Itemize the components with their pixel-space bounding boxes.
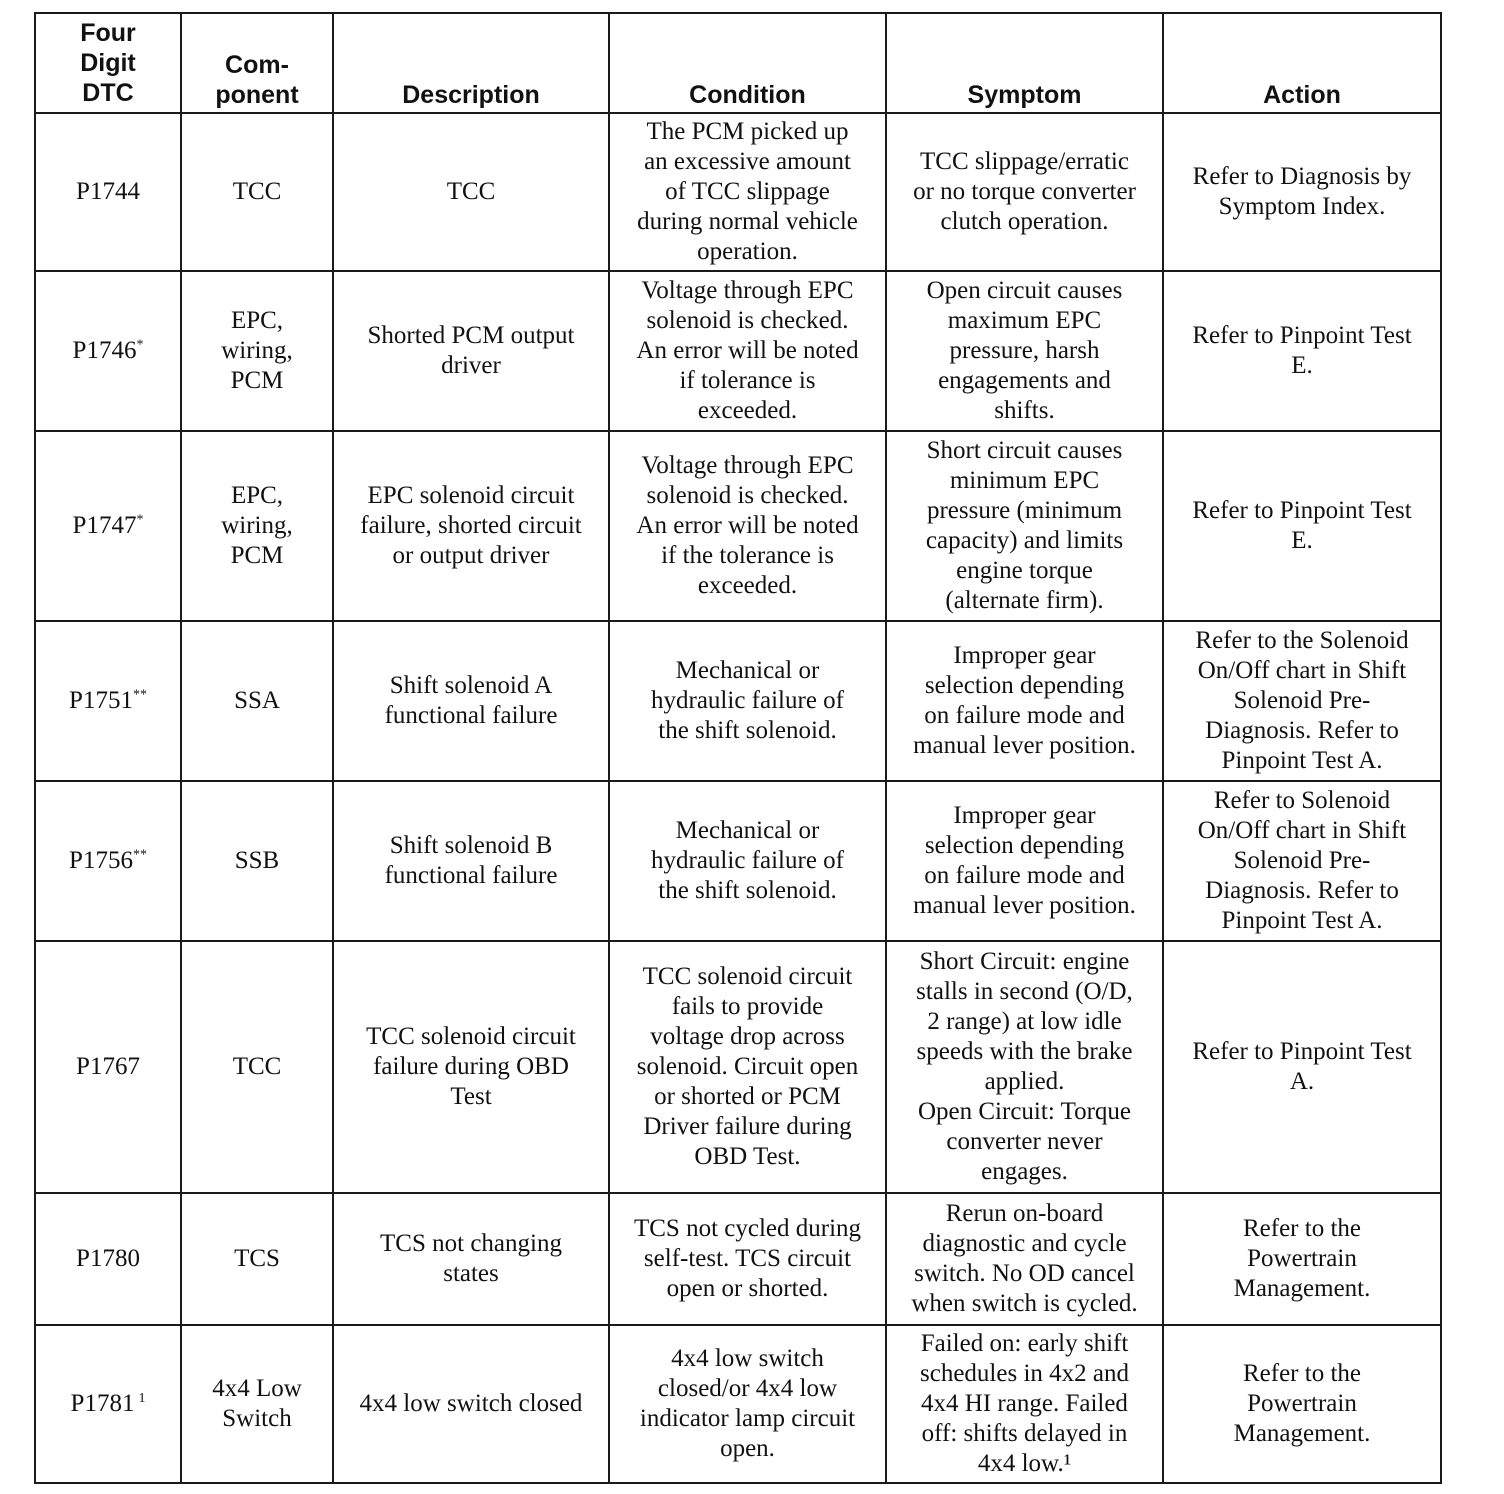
header-row [35, 13, 1441, 113]
component-line: SSA [234, 687, 280, 714]
condition-line: Mechanical or [675, 657, 820, 684]
header-dtc [35, 13, 181, 113]
description-cell [333, 941, 609, 1193]
action-cell [1163, 271, 1441, 431]
action-line: Refer to Pinpoint Test [1192, 322, 1412, 349]
condition-line: solenoid. Circuit open [636, 1053, 859, 1080]
description-cell [333, 113, 609, 271]
symptom-line: Improper gear [953, 802, 1096, 829]
condition-line: exceeded. [697, 572, 798, 599]
dtc-code-cell [35, 431, 181, 621]
condition-line: Voltage through EPC [641, 277, 854, 304]
action-cell [1163, 781, 1441, 941]
action-line: E. [1291, 527, 1313, 554]
dtc-code: P1767 [76, 1053, 140, 1080]
table-row [35, 941, 1441, 1193]
dtc-code: P1756 [69, 847, 133, 874]
symptom-line: engagements and [938, 367, 1111, 394]
condition-cell [609, 621, 886, 781]
dtc-code-cell [35, 941, 181, 1193]
action-line: Solenoid Pre- [1233, 847, 1371, 874]
action-line: Refer to the [1242, 1360, 1361, 1387]
table-row [35, 1193, 1441, 1325]
dtc-table [34, 12, 1442, 1484]
condition-cell [609, 431, 886, 621]
description-line: Test [450, 1083, 492, 1110]
dtc-code: P1781 [70, 1390, 135, 1417]
symptom-line: manual lever position. [913, 732, 1136, 759]
symptom-line: Short circuit causes [926, 437, 1123, 464]
symptom-line: capacity) and limits [925, 527, 1124, 554]
condition-line: the shift solenoid. [658, 717, 837, 744]
description-line: failure during OBD [373, 1053, 569, 1080]
component-line: 4x4 Low [212, 1375, 302, 1402]
action-line: Pinpoint Test A. [1221, 907, 1383, 934]
action-line: Solenoid Pre- [1233, 687, 1371, 714]
component-line: EPC, [230, 482, 284, 509]
symptom-line: schedules in 4x2 and [920, 1360, 1129, 1387]
condition-line: during normal vehicle [637, 208, 858, 235]
action-line: E. [1291, 352, 1313, 379]
symptom-line: 4x4 low.¹ [977, 1450, 1072, 1477]
component-cell [181, 271, 333, 431]
component-line: TCC [232, 178, 282, 205]
table-row [35, 113, 1441, 271]
symptom-cell [886, 271, 1163, 431]
action-line: Diagnosis. Refer to [1205, 717, 1399, 744]
table-row [35, 431, 1441, 621]
symptom-line: engine torque [956, 557, 1093, 584]
symptom-cell [886, 431, 1163, 621]
dtc-footnote-mark: ** [132, 847, 147, 863]
component-line: TCS [234, 1245, 280, 1272]
header-action: Action [1163, 13, 1441, 113]
condition-line: indicator lamp circuit [639, 1405, 856, 1432]
symptom-line: Failed on: early shift [920, 1330, 1129, 1357]
description-cell [333, 621, 609, 781]
symptom-line: Short Circuit: engine [919, 948, 1130, 975]
condition-line: solenoid is checked. [646, 307, 849, 334]
description-line: states [443, 1260, 499, 1287]
description-line: failure, shorted circuit [360, 512, 582, 539]
dtc-code: P1744 [76, 178, 140, 205]
table-body [35, 113, 1441, 1483]
symptom-line: on failure mode and [924, 702, 1125, 729]
action-cell [1163, 113, 1441, 271]
dtc-footnote-mark: * [136, 337, 144, 353]
action-line: On/Off chart in Shift [1197, 657, 1407, 684]
dtc-code-cell [35, 621, 181, 781]
description-line: TCS not changing [380, 1230, 562, 1257]
description-cell [333, 431, 609, 621]
symptom-line: pressure (minimum [926, 497, 1123, 524]
action-line: Powertrain [1247, 1390, 1357, 1417]
component-line: PCM [230, 542, 284, 569]
action-line: Symptom Index. [1218, 193, 1386, 220]
action-line: On/Off chart in Shift [1197, 817, 1407, 844]
component-line: SSB [234, 847, 280, 874]
symptom-cell [886, 113, 1163, 271]
symptom-cell [886, 941, 1163, 1193]
dtc-code: P1751 [69, 687, 133, 714]
component-line: Switch [222, 1405, 292, 1432]
condition-line: exceeded. [697, 397, 798, 424]
condition-line: TCC solenoid circuit [642, 963, 853, 990]
table-row [35, 271, 1441, 431]
condition-line: OBD Test. [694, 1143, 801, 1170]
component-cell [181, 1325, 333, 1483]
table-row [35, 1325, 1441, 1483]
component-line: wiring, [221, 337, 293, 364]
dtc-code-cell [35, 271, 181, 431]
symptom-line: minimum EPC [949, 467, 1100, 494]
description-line: TCC solenoid circuit [366, 1023, 576, 1050]
condition-line: operation. [697, 238, 798, 265]
action-cell [1163, 1325, 1441, 1483]
symptom-line: (alternate firm). [945, 587, 1104, 614]
dtc-code: P1747 [72, 512, 137, 539]
symptom-cell [886, 1325, 1163, 1483]
action-line: Diagnosis. Refer to [1205, 877, 1399, 904]
symptom-line: Open Circuit: Torque [917, 1098, 1132, 1125]
action-line: Powertrain [1247, 1245, 1357, 1272]
symptom-line: Improper gear [953, 642, 1096, 669]
description-cell [333, 1325, 609, 1483]
condition-cell [609, 941, 886, 1193]
action-line: Refer to Diagnosis by [1192, 163, 1412, 190]
description-line: functional failure [384, 702, 558, 729]
dtc-footnote-mark: ** [132, 687, 147, 703]
condition-line: the shift solenoid. [658, 877, 837, 904]
dtc-code-cell [35, 113, 181, 271]
description-line: or output driver [392, 542, 550, 569]
dtc-code: P1780 [76, 1245, 140, 1272]
condition-line: solenoid is checked. [646, 482, 849, 509]
symptom-line: diagnostic and cycle [922, 1230, 1127, 1257]
condition-line: An error will be noted [636, 512, 859, 539]
action-cell [1163, 1193, 1441, 1325]
symptom-line: maximum EPC [947, 307, 1102, 334]
condition-line: Mechanical or [675, 817, 820, 844]
symptom-cell [886, 781, 1163, 941]
component-cell [181, 1193, 333, 1325]
condition-line: TCS not cycled during [633, 1215, 862, 1242]
description-line: TCC [446, 178, 496, 205]
symptom-line: clutch operation. [940, 208, 1109, 235]
condition-line: if tolerance is [679, 367, 816, 394]
action-line: Refer to the Solenoid [1195, 627, 1409, 654]
symptom-line: selection depending [924, 832, 1125, 859]
symptom-line: Open circuit causes [926, 277, 1123, 304]
condition-line: The PCM picked up [646, 118, 849, 145]
condition-line: open. [720, 1435, 775, 1462]
header-component-line: Com- [225, 51, 289, 79]
dtc-code: P1746 [72, 337, 137, 364]
action-line: Management. [1233, 1420, 1371, 1447]
condition-line: Driver failure during [643, 1113, 852, 1140]
condition-line: closed/or 4x4 low [657, 1375, 838, 1402]
description-cell [333, 271, 609, 431]
description-line: functional failure [384, 862, 558, 889]
component-cell [181, 781, 333, 941]
component-cell [181, 431, 333, 621]
dtc-code-cell [35, 781, 181, 941]
component-cell [181, 941, 333, 1193]
component-line: wiring, [221, 512, 293, 539]
header-dtc-line: Four [80, 19, 136, 47]
description-line: Shift solenoid A [389, 672, 553, 699]
condition-line: open or shorted. [666, 1275, 829, 1302]
condition-line: Voltage through EPC [641, 452, 854, 479]
condition-line: hydraulic failure of [651, 847, 844, 874]
condition-cell [609, 1193, 886, 1325]
header-dtc-line: DTC [82, 79, 134, 107]
symptom-line: pressure, harsh [949, 337, 1100, 364]
dtc-code-cell [35, 1325, 181, 1483]
symptom-line: 4x4 HI range. Failed [921, 1390, 1128, 1417]
action-cell [1163, 431, 1441, 621]
description-line: driver [441, 352, 501, 379]
header-component-line: ponent [215, 81, 299, 109]
condition-line: voltage drop across [650, 1023, 845, 1050]
symptom-line: off: shifts delayed in [921, 1420, 1128, 1447]
table-row [35, 621, 1441, 781]
symptom-line: converter never [946, 1128, 1103, 1155]
condition-cell [609, 781, 886, 941]
symptom-line: manual lever position. [913, 892, 1136, 919]
description-line: EPC solenoid circuit [367, 482, 575, 509]
component-cell [181, 621, 333, 781]
condition-line: or shorted or PCM [654, 1083, 841, 1110]
symptom-cell [886, 621, 1163, 781]
description-cell [333, 781, 609, 941]
description-line: Shorted PCM output [367, 322, 575, 349]
symptom-line: switch. No OD cancel [914, 1260, 1135, 1287]
condition-line: an excessive amount [644, 148, 851, 175]
condition-line: fails to provide [671, 993, 824, 1020]
header-description: Description [333, 13, 609, 113]
condition-cell [609, 1325, 886, 1483]
action-line: Refer to Pinpoint Test [1192, 497, 1412, 524]
condition-cell [609, 271, 886, 431]
symptom-line: on failure mode and [924, 862, 1125, 889]
symptom-line: stalls in second (O/D, [916, 978, 1133, 1005]
header-component [181, 13, 333, 113]
action-line: Management. [1233, 1275, 1371, 1302]
symptom-line: or no torque converter [913, 178, 1136, 205]
symptom-line: when switch is cycled. [911, 1290, 1138, 1317]
symptom-cell [886, 1193, 1163, 1325]
header-dtc-line: Digit [80, 49, 136, 77]
condition-line: hydraulic failure of [651, 687, 844, 714]
component-line: TCC [232, 1053, 282, 1080]
symptom-line: 2 range) at low idle [927, 1008, 1122, 1035]
action-line: Refer to Solenoid [1213, 787, 1391, 814]
symptom-line: engages. [981, 1158, 1068, 1185]
component-cell [181, 113, 333, 271]
condition-cell [609, 113, 886, 271]
symptom-line: applied. [984, 1068, 1065, 1095]
symptom-line: TCC slippage/erratic [920, 148, 1129, 175]
condition-line: 4x4 low switch [671, 1345, 824, 1372]
header-symptom: Symptom [886, 13, 1163, 113]
action-cell [1163, 941, 1441, 1193]
description-cell [333, 1193, 609, 1325]
action-cell [1163, 621, 1441, 781]
dtc-footnote-mark: 1 [138, 1390, 146, 1406]
symptom-line: selection depending [924, 672, 1125, 699]
description-line: Shift solenoid B [389, 832, 553, 859]
symptom-line: shifts. [994, 397, 1055, 424]
table-row [35, 781, 1441, 941]
action-line: Refer to Pinpoint Test [1192, 1038, 1412, 1065]
header-condition: Condition [609, 13, 886, 113]
condition-line: An error will be noted [636, 337, 859, 364]
dtc-footnote-mark: * [136, 512, 144, 528]
component-line: EPC, [230, 307, 284, 334]
action-line: Pinpoint Test A. [1221, 747, 1383, 774]
symptom-line: Rerun on-board [945, 1200, 1104, 1227]
action-line: Refer to the [1242, 1215, 1361, 1242]
dtc-code-cell [35, 1193, 181, 1325]
condition-line: if the tolerance is [661, 542, 834, 569]
condition-line: self-test. TCS circuit [643, 1245, 852, 1272]
description-line: 4x4 low switch closed [359, 1390, 583, 1417]
component-line: PCM [230, 367, 284, 394]
symptom-line: speeds with the brake [916, 1038, 1133, 1065]
condition-line: of TCC slippage [665, 178, 830, 205]
action-line: A. [1289, 1068, 1315, 1095]
